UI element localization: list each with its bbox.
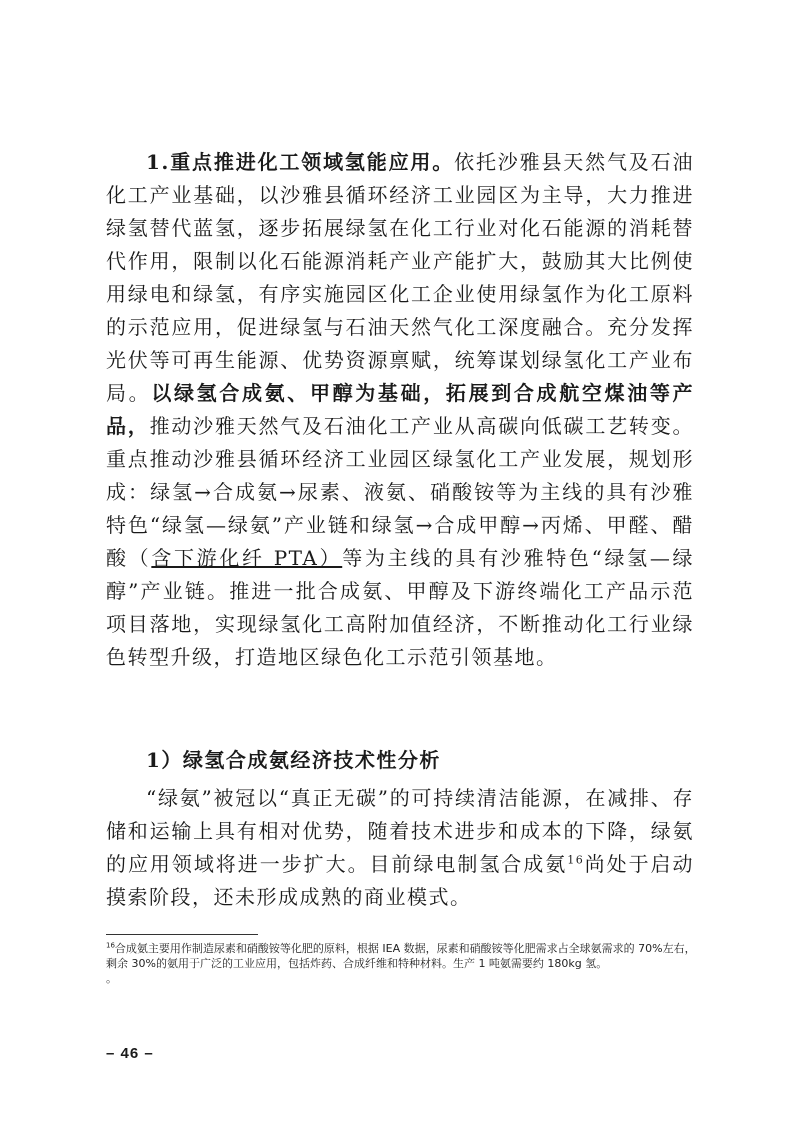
footnote	[106, 941, 696, 986]
section-text-3: 等为主线的具有沙雅特色“绿氢—绿醇”产业链。推进一批合成氨、甲醇及下游终端化工产品示范项目落地，实现绿氢化工高附加值经济，不断推动化工行业绿色转型升级，打造地区绿色化工示范引领基地。	[106, 546, 694, 669]
page-number: – 46 –	[106, 1045, 154, 1062]
subsection-text-1: “绿氨”被冠以“真正无碳”的可持续清洁能源，在减排、存储和运输上具有相对优势，随着技术进步和成本的下降，绿氨的应用领域将进一步扩大。目前绿电制氢合成氨	[106, 786, 694, 876]
subsection-heading: 1）绿氢合成氨经济技术性分析	[146, 748, 441, 772]
section-paragraph	[106, 146, 694, 674]
section-text-1: 依托沙雅县天然气及石油化工产业基础，以沙雅县循环经济工业园区为主导，大力推进绿氢替代蓝氢，逐步拓展绿氢在化工行业对化石能源的消耗替代作用，限制以化石能源消耗产业产能扩大，鼓励其大比例使用绿电和绿氢，有序实施园区化工企业使用绿氢作为化工原料的示范应用，促进绿氢与石油天然气化工深度融合。充分发挥光伏等可再生能源、优势资源禀赋，统筹谋划绿氢化工产业布局。	[106, 150, 694, 405]
footnote-reference[interactable]: 16	[567, 853, 585, 867]
section-text-2: 推动沙雅天然气及石油化工产业从高碳向低碳工艺转变。重点推动沙雅县循环经济工业园区绿氢化工产业发展，规划形成：绿氢→合成氨→尿素、液氨、硝酸铵等为主线的具有沙雅特色“绿氢—绿氨”产业链和绿氢→合成甲醇→丙烯、甲醛、醋酸（	[106, 414, 695, 570]
underlined-note: 含下游化纤 PTA）	[151, 546, 343, 570]
subsection-text-2: 尚处于启动摸索阶段，还未形成成熟的商业模式。	[106, 852, 695, 909]
footnote-divider	[106, 934, 258, 935]
section-bold-statement: 以绿氢合成氨、甲醇为基础，拓展到合成航空煤油等产品，	[106, 381, 695, 438]
footnote-marker: 16	[106, 941, 115, 950]
footnote-text: 合成氨主要用作制造尿素和硝酸铵等化肥的原料，根据 IEA 数据，尿素和硝酸铵等化肥需求占全球氨需求的 70%左右，剩余 30%的氨用于广泛的工业应用，包括炸药、合成纤维和特种材料。生产 1 吨氨需要约 180kg 氢。	[106, 942, 696, 970]
subsection-paragraph	[106, 782, 694, 914]
footnote-trailing-mark: 。	[106, 972, 117, 985]
section-lead-title: 1.重点推进化工领域氢能应用。	[146, 150, 455, 174]
